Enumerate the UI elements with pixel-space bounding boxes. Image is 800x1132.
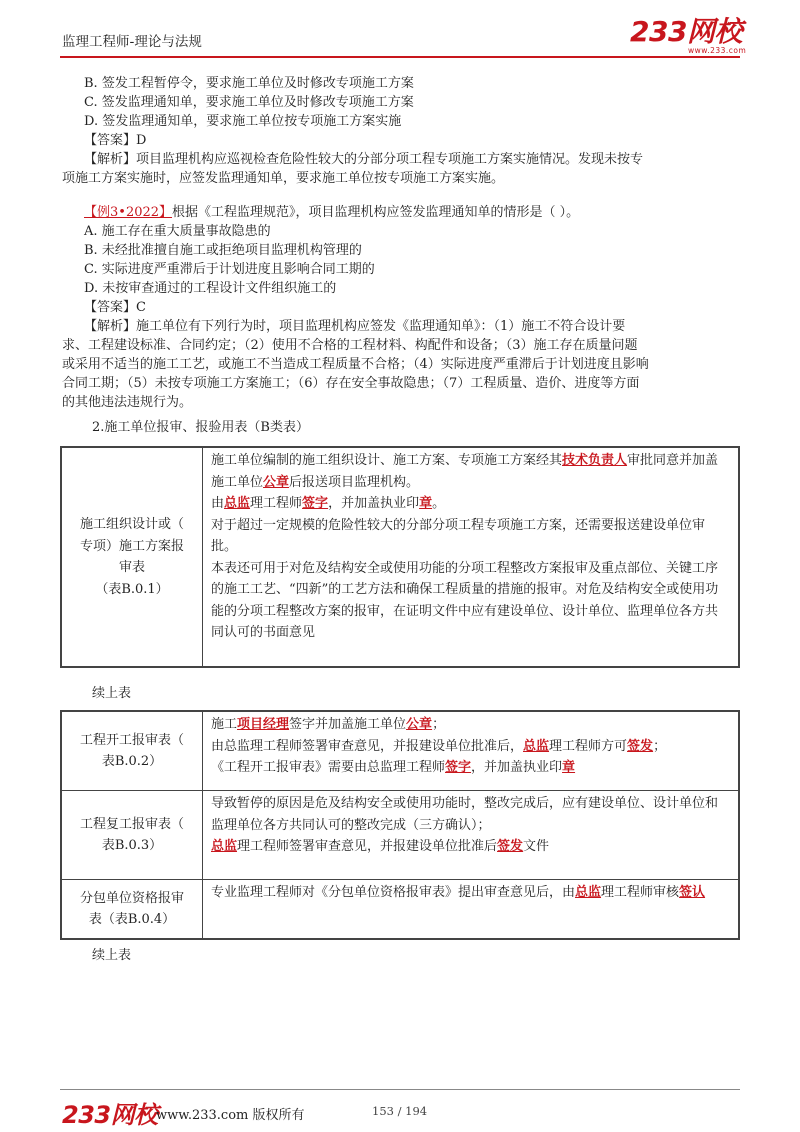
content-para-3: 对于超过一定规模的危险性较大的分部分项工程专项施工方案，还需要报送建设单位审批。 <box>211 517 706 554</box>
keyword: 签字 <box>445 760 472 775</box>
keyword: 章 <box>562 760 576 775</box>
example-analysis-label: 【解析】 <box>84 319 137 334</box>
continued-label-2: 续上表 <box>92 948 132 963</box>
text: 理工程师签署审查意见，并报建设单位批准后 <box>237 839 498 854</box>
label-line: 专项）施工方案报 <box>79 538 184 554</box>
content-para-1 <box>211 450 730 493</box>
table-b02-b04 <box>60 710 740 940</box>
label-line: 施工组织设计或（ <box>79 517 184 532</box>
text: 审批同意并加盖施工单位 <box>211 453 719 490</box>
label-line: 工程开工报审表（ <box>79 732 184 748</box>
brand-logo-url: www.233.com <box>688 46 747 55</box>
keyword: 公章 <box>406 717 433 732</box>
text: 施工 <box>211 717 238 732</box>
content-line <box>211 757 730 779</box>
keyword: 签认 <box>679 885 706 900</box>
table-row <box>61 880 739 940</box>
content-line <box>211 736 730 758</box>
content-line <box>211 882 730 904</box>
example-tag: 【例3•2022】 <box>84 205 173 220</box>
table-content-cell <box>203 791 740 880</box>
keyword: 公章 <box>263 474 290 490</box>
example-question-text: 根据《工程监理规范》，项目监理机构应签发监理通知单的情形是（ ）。 <box>172 205 580 220</box>
option-d: D. 签发监理通知单，要求施工单位按专项施工方案实施 <box>84 114 402 129</box>
content-line <box>211 714 730 736</box>
table-content-cell <box>203 711 740 791</box>
example-analysis-line-3: 或采用不适当的施工工艺，或施工不当造成工程质量不合格；（4）实际进度严重滞后于计划进度且影响 <box>62 357 649 372</box>
analysis-line-2: 项施工方案实施时，应签发监理通知单，要求施工单位按专项施工方案实施。 <box>62 171 505 186</box>
brand-logo[interactable]: 233网校 <box>630 15 742 48</box>
table-row <box>61 791 739 880</box>
content-line: 导致暂停的原因是危及结构安全或使用功能时，整改完成后，应有建设单位、设计单位和监理单位各方共同认可的整改完成（三方确认）； <box>211 796 719 833</box>
example-analysis-line-5: 的其他违法违规行为。 <box>62 395 193 410</box>
table-row <box>61 711 739 791</box>
table-b01 <box>60 446 740 668</box>
table-content-cell <box>203 447 740 667</box>
example-answer: 【答案】C <box>84 300 146 315</box>
label-line: （表B.0.1） <box>95 581 169 597</box>
text: ； <box>653 738 667 754</box>
keyword: 技术负责人 <box>562 453 628 468</box>
example-analysis-line-4: 合同工期；（5）未按专项施工方案施工；（6）存在安全事故隐患；（7）工程质量、造价、进度等方面 <box>62 376 640 391</box>
label-line: 审表 <box>118 560 145 575</box>
table-content-cell <box>203 880 740 940</box>
keyword: 总监 <box>523 738 550 754</box>
example-question <box>84 204 579 222</box>
text: 理工程师审核 <box>601 885 680 900</box>
example-option-a: A. 施工存在重大质量事故隐患的 <box>84 224 271 239</box>
text: 《工程开工报审表》需要由总监理工程师 <box>211 760 446 775</box>
content-para-4: 本表还可用于对危及结构安全或使用功能的分项工程整改方案报审及重点部位、关键工序的施工工艺、“四新”的工艺方法和确保工程质量的措施的报审。对危及结构安全或使用功能的分项工程整改方案的报审，在证明文件中应有建设单位、设计单位、监理单位各方共同认可的书面意见 <box>211 560 719 640</box>
example-analysis-text: 施工单位有下列行为时，项目监理机构应签发《监理通知单》：（1）施工不符合设计要 <box>136 319 626 334</box>
keyword: 签发 <box>497 839 524 854</box>
table-row <box>61 447 739 667</box>
text: 后报送项目监理机构。 <box>289 474 420 490</box>
label-line: 表B.0.2） <box>101 754 163 769</box>
label-line: 分包单位资格报审 <box>79 890 184 906</box>
text: ，并加盖执业印 <box>328 496 420 511</box>
text: 文件 <box>523 839 550 854</box>
continued-label-1: 续上表 <box>92 686 132 701</box>
text: 专业监理工程师对《分包单位资格报审表》提出审查意见后，由 <box>211 885 576 900</box>
example-option-b: B. 未经批准擅自施工或拒绝项目监理机构管理的 <box>84 243 362 258</box>
label-line: 工程复工报审表（ <box>79 816 184 832</box>
content-line <box>211 836 730 858</box>
example-analysis-line-2: 求、工程建设标准、合同约定；（2）使用不合格的工程材料、构配件和设备；（3）施工存在质量问题 <box>62 338 638 353</box>
example-option-d: D. 未按审查通过的工程设计文件组织施工的 <box>84 281 337 296</box>
content-para-2 <box>211 493 730 515</box>
analysis-label: 【解析】 <box>84 152 137 167</box>
table-label-cell <box>61 711 203 791</box>
answer: 【答案】D <box>84 133 147 148</box>
keyword: 总监 <box>224 496 251 511</box>
keyword: 总监 <box>575 885 602 900</box>
text: 由总监理工程师签署审查意见，并报建设单位批准后， <box>211 738 524 754</box>
text: 理工程师方可 <box>549 738 628 754</box>
option-b: B. 签发工程暂停令，要求施工单位及时修改专项施工方案 <box>84 76 414 91</box>
header-title: 监理工程师-理论与法规 <box>62 34 202 50</box>
keyword: 章 <box>419 496 433 511</box>
keyword: 总监 <box>211 839 238 854</box>
analysis-line-1 <box>84 151 643 169</box>
footer-copyright[interactable]: www.233.com 版权所有 <box>156 1108 305 1123</box>
page-number: 153 / 194 <box>372 1104 428 1118</box>
text: 施工单位编制的施工组织设计、施工方案、专项施工方案经其 <box>211 453 563 468</box>
text: 签字并加盖施工单位 <box>289 717 407 732</box>
text: 由 <box>211 496 225 511</box>
footer-divider <box>60 1089 740 1090</box>
analysis-text: 项目监理机构应巡视检查危险性较大的分部分项工程专项施工方案实施情况。发现未按专 <box>136 152 644 167</box>
label-line: 表（表B.0.4） <box>88 912 176 927</box>
example-analysis-line-1 <box>84 318 625 336</box>
footer-logo[interactable]: 233网校 <box>62 1101 158 1129</box>
table-label-cell <box>61 791 203 880</box>
keyword: 项目经理 <box>237 717 290 732</box>
example-option-c: C. 实际进度严重滞后于计划进度且影响合同工期的 <box>84 262 375 277</box>
option-c: C. 签发监理通知单，要求施工单位及时修改专项施工方案 <box>84 95 414 110</box>
label-line: 表B.0.3） <box>101 838 163 853</box>
text: 。 <box>432 496 446 511</box>
section-title: 2.施工单位报审、报验用表（B类表） <box>92 420 309 435</box>
text: ，并加盖执业印 <box>471 760 563 775</box>
keyword: 签发 <box>627 738 654 754</box>
header-divider <box>60 56 740 58</box>
text: 理工程师 <box>250 496 303 511</box>
table-label-cell <box>61 447 203 667</box>
table-label-cell <box>61 880 203 940</box>
keyword: 签字 <box>302 496 329 511</box>
text: ； <box>432 717 446 732</box>
